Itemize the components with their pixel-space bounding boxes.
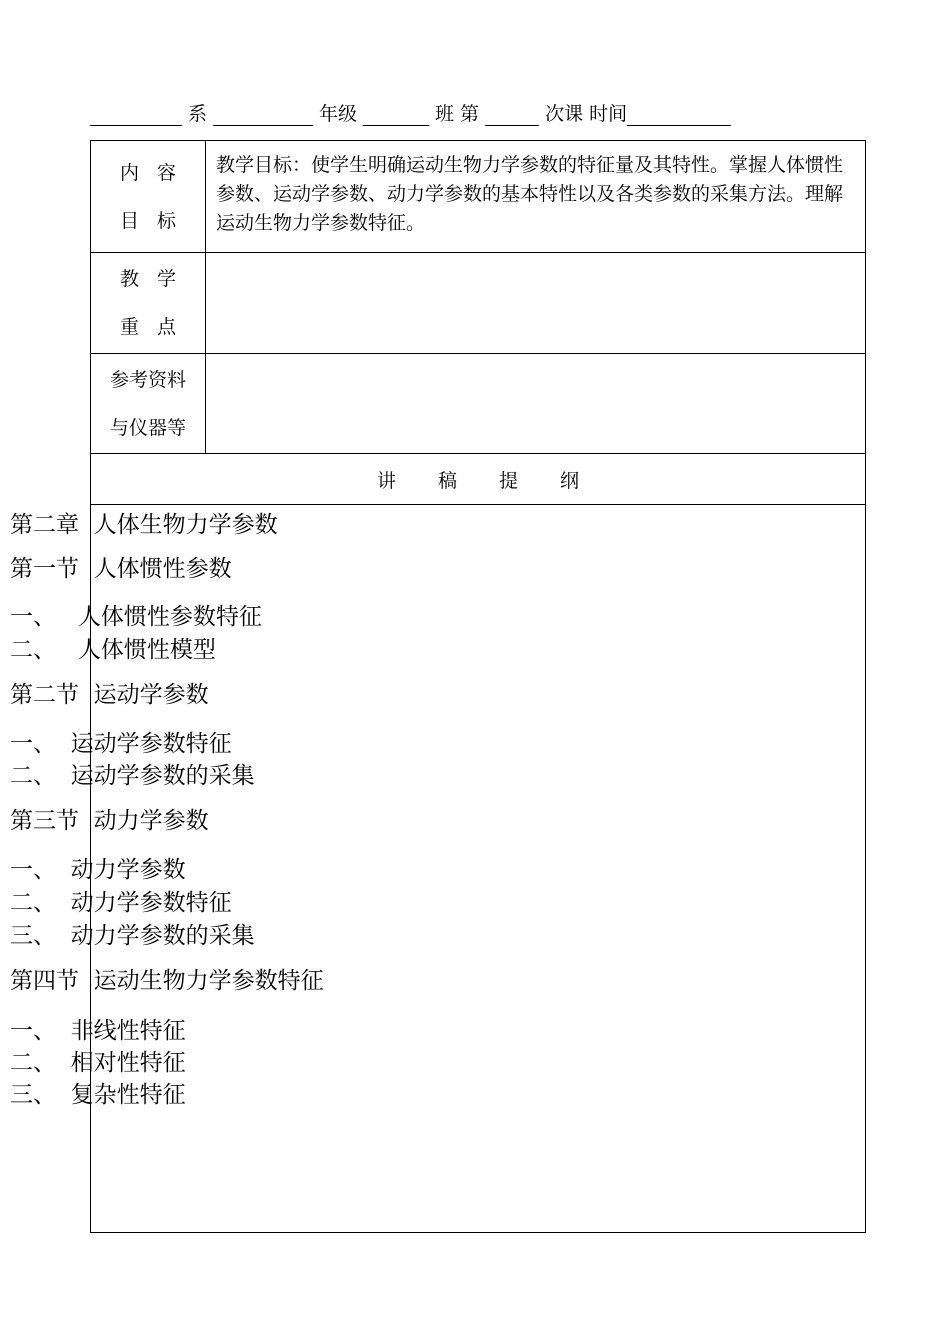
objectives-label-line1: 内容: [119, 161, 194, 184]
references-row: [91, 354, 865, 454]
section-4-heading: 第四节 运动生物力学参数特征: [10, 968, 324, 994]
section-2-item-1: 一、 运动学参数特征: [10, 731, 232, 757]
outline-title: 讲稿提纲: [376, 469, 621, 492]
section-3-item-3: 三、 动力学参数的采集: [10, 923, 255, 949]
references-label-line2: 与仪器等: [109, 416, 186, 439]
time-label: 时间: [589, 103, 628, 125]
objectives-label-line2: 目标: [119, 209, 194, 232]
chapter-heading: 第二章 人体生物力学参数: [10, 512, 278, 538]
nth-label: 第: [460, 103, 480, 125]
class-blank[interactable]: [363, 101, 429, 126]
lesson-number-blank[interactable]: [485, 101, 539, 126]
section-1-item-2: 二、 人体惯性模型: [10, 637, 216, 663]
key-points-label-line2: 重点: [119, 316, 194, 338]
section-3-item-1: 一、 动力学参数: [10, 857, 186, 883]
key-points-label-line1: 教学: [119, 268, 194, 290]
grade-blank[interactable]: [213, 101, 313, 126]
references-content[interactable]: [206, 354, 865, 453]
class-label: 班: [435, 103, 455, 125]
references-label-cell: [91, 354, 206, 453]
section-1-item-1: 一、 人体惯性参数特征: [10, 604, 262, 630]
section-4-item-2: 二、 相对性特征: [10, 1050, 186, 1076]
key-points-content[interactable]: [206, 253, 865, 353]
key-points-label-cell: [91, 253, 206, 353]
key-points-row: [91, 253, 865, 354]
objectives-label-cell: [91, 141, 206, 252]
section-1-heading: 第一节 人体惯性参数: [10, 556, 232, 582]
section-2-item-2: 二、 运动学参数的采集: [10, 763, 255, 789]
outline-title-row: [91, 454, 865, 505]
section-3-heading: 第三节 动力学参数: [10, 808, 209, 834]
header-line: [90, 98, 770, 126]
references-label-line1: 参考资料: [109, 368, 186, 391]
section-3-item-2: 二、 动力学参数特征: [10, 890, 232, 916]
objectives-content[interactable]: 教学目标：使学生明确运动生物力学参数的特征量及其特性。掌握人体惯性参数、运动学参数、动力学参数的基本特性以及各类参数的采集方法。理解运动生物力学参数特征。: [216, 154, 844, 234]
time-blank[interactable]: [627, 101, 731, 126]
lesson-label: 次课: [545, 103, 584, 125]
section-4-item-1: 一、 非线性特征: [10, 1018, 186, 1044]
dept-label: 系: [188, 103, 208, 125]
objectives-row: [91, 141, 865, 253]
dept-blank[interactable]: [90, 101, 182, 126]
section-4-item-3: 三、 复杂性特征: [10, 1082, 186, 1108]
grade-label: 年级: [319, 103, 358, 125]
section-2-heading: 第二节 运动学参数: [10, 682, 209, 708]
